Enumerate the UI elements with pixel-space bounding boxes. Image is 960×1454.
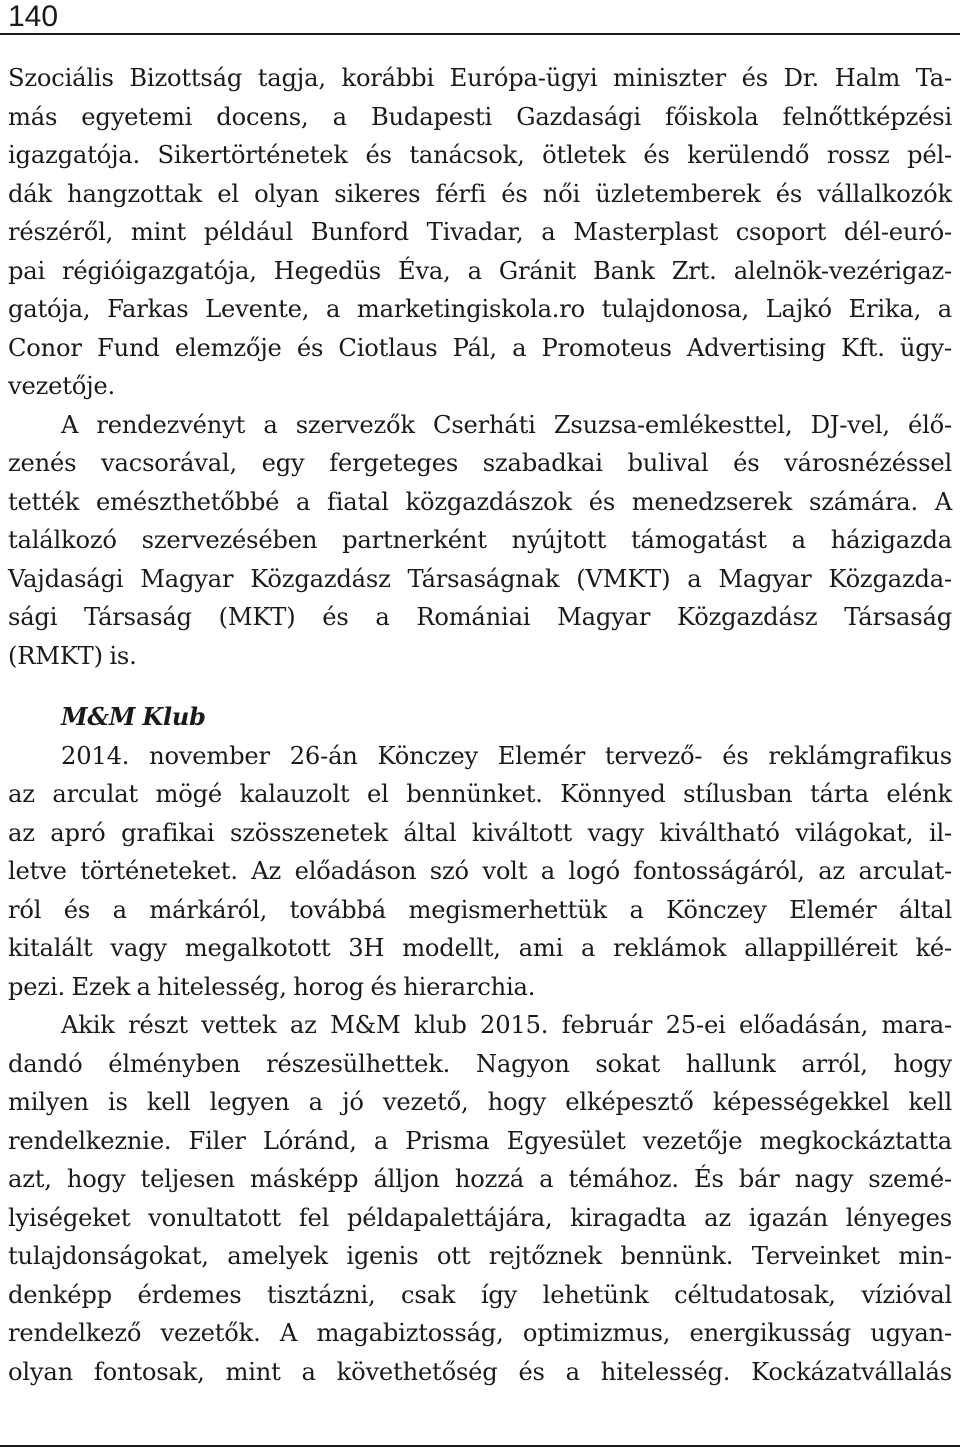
text-line: az apró grafikai szösszenetek által kiváltott vagy kiváltható világokat, il-	[8, 818, 952, 847]
text-line: dandó élményben részesülhettek. Nagyon sokat hallunk arról, hogy	[8, 1049, 952, 1078]
text-line: 2014. november 26-án Könczey Elemér tervező- és reklámgrafikus	[61, 741, 952, 770]
text-line: sági Társaság (MKT) és a Romániai Magyar Közgazdász Társaság	[8, 603, 952, 631]
text-line: gatója, Farkas Levente, a marketingiskola.ro tulajdonosa, Lajkó Erika, a	[8, 295, 952, 323]
text-line: tulajdonságokat, amelyek igenis ott rejtőznek bennünk. Terveinket min-	[8, 1242, 952, 1270]
text-line: rendelkező vezetők. A magabiztosság, optimizmus, energikusság ugyan-	[8, 1319, 952, 1347]
paragraph-3	[8, 737, 952, 1007]
text-line: letve történeteket. Az előadáson szó volt a logó fontosságáról, az arculat-	[8, 857, 952, 885]
text-line: rendelkeznie. Filer Lóránd, a Prisma Egyesület vezetője megkockáztatta	[8, 1126, 952, 1155]
text-line: azt, hogy teljesen másképp álljon hozzá a témához. És bár nagy szemé-	[8, 1165, 952, 1193]
text-line: dák hangzottak el olyan sikeres férfi és női üzletemberek és vállalkozók	[8, 179, 952, 208]
text-line: tették emészthetőbbé a fiatal közgazdászok és menedzserek számára. A	[8, 487, 952, 516]
paragraph-4	[8, 1006, 952, 1391]
text-line: találkozó szervezésében partnerként nyújtott támogatást a házigazda	[8, 526, 952, 554]
text-line: igazgatója. Sikertörténetek és tanácsok, ötletek és kerülendő rossz pél-	[8, 141, 952, 169]
text-line: milyen is kell legyen a jó vezető, hogy elképesztő képességekkel kell	[8, 1088, 952, 1116]
text-line: (RMKT) is.	[8, 641, 137, 670]
page-number: 140	[8, 0, 59, 33]
text-line: Szociális Bizottság tagja, korábbi Európa-ügyi miniszter és Dr. Halm Ta-	[8, 64, 952, 92]
paragraph-1	[8, 59, 952, 406]
text-line: más egyetemi docens, a Budapesti Gazdasági főiskola felnőttképzési	[8, 102, 952, 131]
text-line: Vajdasági Magyar Közgazdász Társaságnak (VMKT) a Magyar Közgazda-	[8, 564, 952, 593]
text-line: pezi. Ezek a hitelesség, horog és hierarchia.	[8, 972, 536, 1001]
text-line: kitalált vagy megalkotott 3H modellt, ami a reklámok allappilléreit ké-	[8, 934, 952, 962]
header-rule	[0, 33, 960, 35]
text-line: az arculat mögé kalauzolt el bennünket. Könnyed stílusban tárta elénk	[8, 780, 952, 808]
text-line: zenés vacsorával, egy fergeteges szabadkai bulival és városnézéssel	[8, 449, 952, 477]
text-line: Akik részt vettek az M&M klub 2015. február 25-ei előadásán, mara-	[61, 1011, 952, 1039]
text-line: részéről, mint például Bunford Tivadar, a Masterplast csoport dél-euró-	[8, 218, 952, 246]
text-line: vezetője.	[8, 372, 116, 400]
text-line: ról és a márkáról, továbbá megismerhettük a Könczey Elemér által	[8, 895, 952, 924]
text-line: pai régióigazgatója, Hegedüs Éva, a Gránit Bank Zrt. alelnök-vezérigaz-	[8, 256, 952, 285]
section-heading: M&M Klub	[61, 702, 206, 731]
text-line: olyan fontosak, mint a követhetőség és a hitelesség. Kockázatvállalás	[8, 1357, 952, 1386]
text-line: Conor Fund elemzője és Ciotlaus Pál, a Promoteus Advertising Kft. ügy-	[8, 333, 952, 362]
paragraph-2	[8, 406, 952, 676]
footer-rule	[0, 1445, 960, 1447]
article-body	[8, 59, 952, 1391]
text-line: A rendezvényt a szervezők Cserháti Zsuzsa-emlékesttel, DJ-vel, élő-	[61, 410, 952, 439]
text-line: denképp érdemes tisztázni, csak így lehetünk céltudatosak, vízióval	[8, 1280, 952, 1309]
text-line: lyiségeket vonultatott fel példapalettájára, kiragadta az igazán lényeges	[8, 1203, 952, 1232]
